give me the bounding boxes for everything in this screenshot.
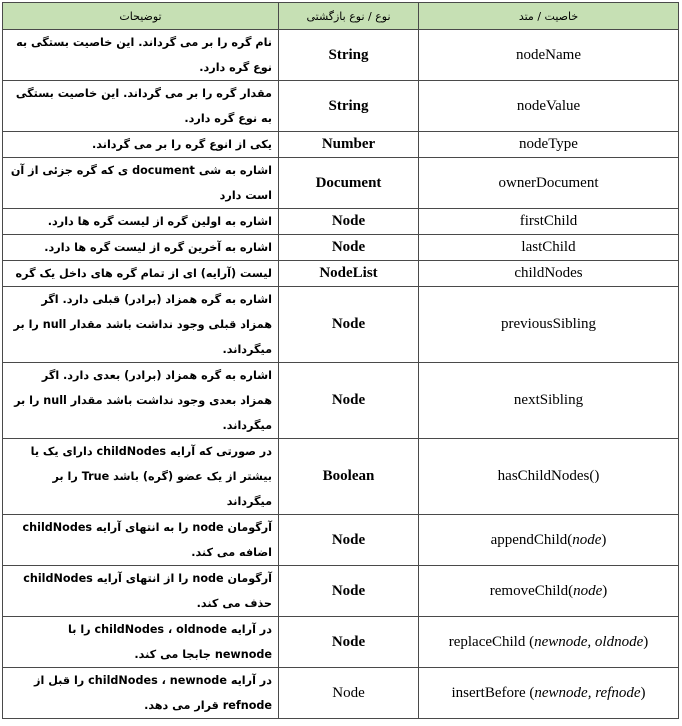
row-name: firstChild (419, 209, 679, 235)
row-name (419, 566, 679, 617)
row-type: Node (279, 209, 419, 235)
method-name: removeChild( (489, 582, 574, 599)
row-description: در آرایه childNodes ، oldnode را با newnode جابجا می کند. (3, 617, 279, 668)
table-row (3, 287, 679, 363)
table-row (3, 515, 679, 566)
row-type: Node (279, 617, 419, 668)
row-description: یکی از انوع گره را بر می گرداند. (3, 132, 279, 158)
row-description: آرگومان node را از انتهای آرایه childNodes حذف می کند. (3, 566, 279, 617)
row-name (419, 617, 679, 668)
row-description: نام گره را بر می گرداند. این خاصیت بستگی به نوع گره دارد. (3, 30, 279, 81)
table-row (3, 439, 679, 515)
method-close: ) (601, 531, 607, 548)
row-name: ownerDocument (419, 158, 679, 209)
row-description: لیست (آرایه) ای از تمام گره های داخل یک گره (3, 261, 279, 287)
row-type: Boolean (279, 439, 419, 515)
table-row (3, 617, 679, 668)
method-args: node (572, 531, 602, 548)
row-type: Node (279, 566, 419, 617)
row-type: Node (279, 287, 419, 363)
row-description: در صورتی که آرایه childNodes دارای یک یا بیشتر از یک عضو (گره) باشد True را بر میگرداند (3, 439, 279, 515)
method-args: newnode, oldnode (534, 633, 644, 650)
method-args: node (573, 582, 603, 599)
header-name: خاصیت / متد (419, 3, 679, 30)
header-return-type: نوع / نوع بازگشتی (279, 3, 419, 30)
table-row (3, 132, 679, 158)
row-description: مقدار گره را بر می گرداند. این خاصیت بستگی به نوع گره دارد. (3, 81, 279, 132)
row-description: اشاره به گره همزاد (برادر) بعدی دارد. اگر همزاد بعدی وجود نداشت باشد مقدار null را بر میگرداند. (3, 363, 279, 439)
row-type: NodeList (279, 261, 419, 287)
row-description: اشاره به اولین گره از لیست گره ها دارد. (3, 209, 279, 235)
row-name: nodeName (419, 30, 679, 81)
row-description: در آرایه childNodes ، newnode را قبل از refnode قرار می دهد. (3, 668, 279, 719)
row-name (419, 668, 679, 719)
row-name: childNodes (419, 261, 679, 287)
row-type: Document (279, 158, 419, 209)
row-type: String (279, 81, 419, 132)
row-type: Node (279, 515, 419, 566)
row-description: اشاره به شی document ی که گره جزئی از آن است دارد (3, 158, 279, 209)
table-row (3, 209, 679, 235)
row-name (419, 515, 679, 566)
row-type: Node (279, 235, 419, 261)
table-row (3, 81, 679, 132)
table-row (3, 30, 679, 81)
table-row (3, 566, 679, 617)
row-description: اشاره به گره همزاد (برادر) قبلی دارد. اگر همزاد قبلی وجود نداشت باشد مقدار null را بر میگرداند. (3, 287, 279, 363)
row-description: آرگومان node را به انتهای آرایه childNodes اضافه می کند. (3, 515, 279, 566)
row-name: lastChild (419, 235, 679, 261)
row-description: اشاره به آخرین گره از لیست گره ها دارد. (3, 235, 279, 261)
method-name: insertBefore ( (451, 684, 535, 701)
table-row (3, 668, 679, 719)
row-name: nodeType (419, 132, 679, 158)
table-row (3, 158, 679, 209)
row-type: Node (279, 668, 419, 719)
row-name: previousSibling (419, 287, 679, 363)
method-close: ) (643, 633, 649, 650)
row-type: Node (279, 363, 419, 439)
table-row (3, 261, 679, 287)
method-close: ) (602, 582, 608, 599)
method-args: newnode, refnode (534, 684, 641, 701)
method-name: appendChild( (490, 531, 573, 548)
row-name: nodeValue (419, 81, 679, 132)
header-row (3, 3, 679, 30)
header-description: توضیحات (3, 3, 279, 30)
row-type: Number (279, 132, 419, 158)
row-name: nextSibling (419, 363, 679, 439)
table-row (3, 235, 679, 261)
properties-methods-table (2, 2, 679, 719)
method-close: ) (640, 684, 646, 701)
row-name: hasChildNodes() (419, 439, 679, 515)
row-type: String (279, 30, 419, 81)
table-row (3, 363, 679, 439)
method-name: replaceChild ( (448, 633, 535, 650)
